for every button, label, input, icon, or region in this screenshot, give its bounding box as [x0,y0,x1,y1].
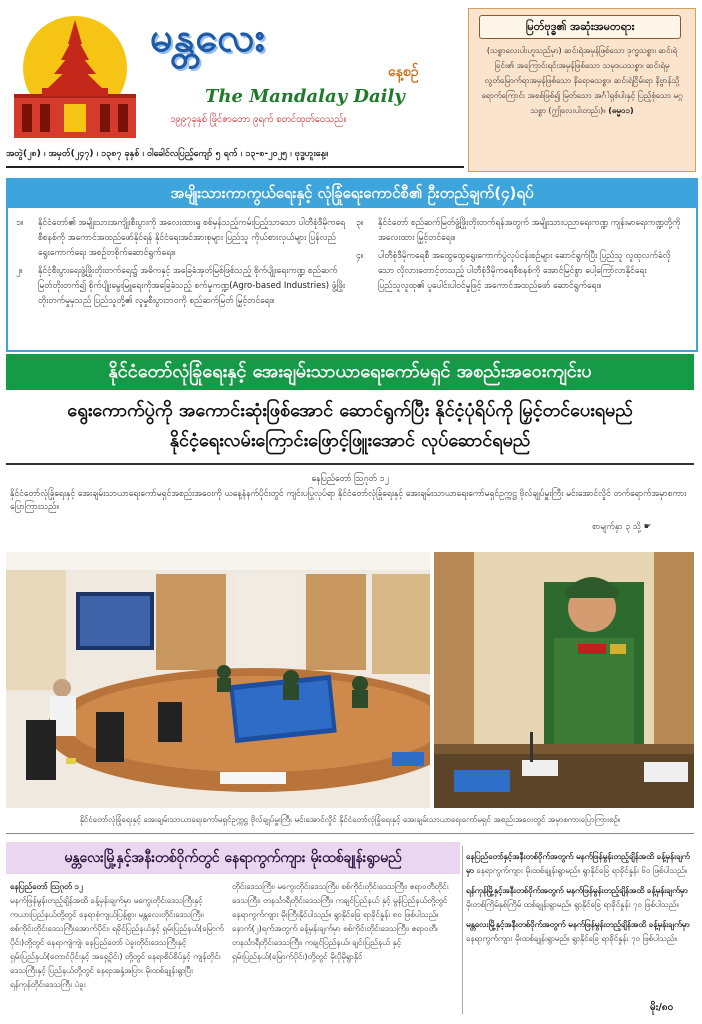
weather-story-title-box [6,842,460,874]
forecast-text: နေရာကွက်ကျား မိုးထစ်ချုန်းရွာမည်။ ရွာနိုင်ခြေ ရာခိုင်နှုန်း ၆၀ ဖြစ်ပါသည်။ [476,866,688,875]
story-column-left [10,880,224,992]
objectives-heading: အမျိုးသားကာကွယ်ရေးနှင့် လုံခြုံရေးကောင်စီ၏ ဦးတည်ချက်(၄)ရပ် [6,178,698,208]
dhamma-notice-box [468,8,696,172]
masthead-english-title: The Mandalay Daily [205,86,405,107]
headline-band: နိုင်ငံတော်လုံခြုံရေးနှင့် အေးချမ်းသာယာရေးကော်မရှင် အစည်းအဝေးကျင်းပ [6,354,694,390]
objectives-right-column [356,216,686,297]
objective-number: ၄။ [356,251,364,261]
weather-story-title: မန္တလေးမြို့နှင့်အနီးတစ်ဝိုက်တွင် နေရာကွက်ကျား မိုးထစ်ချုန်းရွာမည် [64,850,402,866]
founding-line: ၁၉၉၇ခုနှစ် ဖြိုင်ဇာတော ၉ရက် စတင်ထုတ်ဝေသည်။ [170,114,347,125]
objective-text: ပါတီစုံဒီမိုကရေစီ အထွေထွေရွေးကောက်ပွဲလုပ်ငန်းစဉ်များ ဆောင်ရွက်ပြီး ပြည်သူ လူထုလက်ခံလိုသော လိုလားတောင့်တသည့် ပါတီစုံဒီမိုကရေစီစနစ်ကို အောင်မြင်စွာ ပေါ့ကြော်လာနိုင်ရေး ပြည်သူလူထု၏ ပူပေါင်းပါဝင်မှုဖြင့် အကောင်အထည်ဖော် ဆောင်ရွက်ရေး။ [378,251,671,291]
headline-line-1: ရွေးကောက်ပွဲကို အကောင်းဆုံးဖြစ်အောင် ဆောင်ရွက်ပြီး နိုင်ငံ့ပုံရိပ်ကို မြှင့်တင်ပေးရမည် [67,400,633,421]
objective-text: နိုင်ငံတော် စည်ဆက်မြတ်ဖွံ့ဖြိုးတိုးတက်ရန်အတွက် အမျိုးသားပညာရေးကဏ္ဍ ကျန်းမာရေးကဏ္ဍတို့ကို အလေးထား မြှင့်တင်ရေး။ [378,218,681,243]
story-column-middle: တိုင်းဒေသကြီး၊ မကွေးတိုင်းဒေသကြီး၊ စစ်ကိုင်းတိုင်းဒေသကြီး၊ ဧရာဝတီတိုင်းဒေသကြီး၊ တနင်္သာရီတိုင်းဒေသကြီး၊ ကချင်ပြည်နယ် နှင့် မွန်ပြည်နယ်တို့တွင် နေရာကွက်ကျား မိုးကြီးနိုင်ပါသည်။ ရွာနိုင်ခြေ ရာခိုင်နှုန်း ၈၀ ဖြစ်ပါသည်။ နောက်(၂)ရက်အတွက် ခန့်မှန်းချက်မှာ စစ်ကိုင်းတိုင်းဒေသကြီး၊ ဧရာဝတီ၊ တနင်္သာရီတိုင်းဒေသကြီး၊ ကချင်ပြည်နယ်၊ ချင်းပြည်နယ် နှင့် ရှမ်းပြည်နယ်(မြောက်ပိုင်း)တို့တွင် မိုးပိုမိုရွာနိုင် [232,882,449,961]
photo-caption: နိုင်ငံတော်လုံခြုံရေးနှင့် အေးချမ်းသာယာရေးကော်မရှင်ဥက္ကဋ္ဌ ဗိုလ်ချုပ်မှူးကြီး မင်းအောင်လှိုင် နိုင်ငံတော်လုံခြုံရေးနှင့် အေးချမ်းသာယာရေးကော်မရှင် အစည်းအဝေးတွင် အမှာစကားပြောကြားစဉ်။ [79,815,621,824]
masthead-title: မန္တလေး [150,15,266,61]
objective-item [356,216,686,246]
forecast-keyword: မန္တလေးမြို့နှင့်အနီးတစ်ဝိုက်အတွက် မနက်ဖြန်မွန်းတည့်ချိန်အထိ ခန့်မှန်းချက်မှာ [466,920,690,929]
objective-number: ၂။ [16,266,23,276]
objective-item [16,264,346,309]
forecast-text: မိုးတစ်ကြိမ်နှစ်ကြိမ် ထစ်ချုန်းရွာမည်။ ရွာနိုင်ခြေ ရာခိုင်နှုန်း ၇၀ ဖြစ်ပါသည်။ [466,900,679,909]
notice-body [479,43,685,118]
headline-rule [6,463,694,465]
forecast-keyword: ရန်ကုန်မြို့နှင့်အနီးတစ်ဝိုက်အတွက် မနက်ဖြန်မွန်းတည့်ချိန်အထိ ခန့်မှန်းချက်မှာ [466,886,688,895]
objective-item [356,249,686,294]
masthead-rule [6,166,464,168]
lead-dateline: နေပြည်တော် ဩဂုတ် ၁၂ [311,474,389,484]
notice-source: (ဓမ္မ၀၁) [608,106,634,115]
forecast-item [466,850,694,878]
story-dateline: နေပြည်တော် ဩဂုတ် ၁၂ [10,882,83,891]
objective-text: နိုင်ငံတော်၏ အမျိုးသားအကျိုးစီးပွားကို အလေးထားရှု စစ်မှန်သည့်ကမ်းပြည့်သာသော ပါတီစုံဒီမိုကရေစီစနစ်ကို အကောင်အထည်ဖော်နိုင်ရန် နိုင်ငံရေးအင်အားစုများ ပြည်သူ ကိုယ်စားလှယ်များ ပြန်လည်ရွေးကောက်ရေး အစဉ်တစိုက်ဆောင်ရွက်ရေး။ [38,218,345,258]
forecast-text: နေရာကွက်ကျား မိုးထစ်ချုန်းရွာမည်။ ရွာနိုင်ခြေ ရာခိုင်နှုန်း ၇၀ ဖြစ်ပါသည်။ [466,934,677,943]
story-left-text: မနက်ဖြန်မွန်းတည့်ချိန်အထိ ခန့်မှန်းချက်မှာ မကွေးတိုင်းဒေသကြီးနှင့် ကယားပြည်နယ်တို့တွင် နေရာစုံကျယ်ပြန့်စွာ၊ မန္တလေးတိုင်းဒေသကြီး၊ စစ်ကိုင်းတိုင်းဒေသကြီးအောက်ပိုင်း၊ ရခိုင်ပြည်နယ်နှင့် ရှမ်းပြည်နယ်(မြောက်ပိုင်း)တို့တွင် နေရာကျဲကျဲ၊ နေပြည်တော် ပဲခူးတိုင်းဒေသကြီးနှင့် ရှမ်းပြည်နယ်(တောင်ပိုင်းနှင့် အရှေ့ပိုင်း) တို့တွင် နေရာစိပ်စိပ်နှင့် ကျန်တိုင်းဒေသကြီးနှင့် ပြည်နယ်တို့တွင် နေရာအနှံ့အပြား မိုးထစ်ချုန်းရွာပြီး ရန်ကုန်တိုင်းဒေသကြီး ပဲခူး [10,896,224,989]
masthead-suffix: နေ့စဉ် [388,64,419,80]
lead-paragraph: နိုင်ငံတော်လုံခြုံရေးနှင့် အေးချမ်းသာယာရေးကော်မရှင်အစည်းအဝေးကို ယနေ့နံနက်ပိုင်းတွင် ကျင်းပပြုလုပ်ရာ နိုင်ငံတော်လုံခြုံရေးနှင့် အေးချမ်းသာယာရေးကော်မရှင်ဥက္ကဋ္ဌ ဗိုလ်ချုပ်မှူးကြီး မင်းအောင်လှိုင် တက်ရောက်အမှာစကား ပြောကြားသည်။ [10,489,687,512]
objective-number: ၃။ [356,218,364,228]
issue-dateline: အတွဲ(၂၈) ၊ အမှတ်(၂၄၇) ၊ ၁၃၈၇ ခုနှစ် ၊ ဝါခေါင်လပြည့်ကျော် ၅ ရက် ၊ ၁၃-၈-၂၀၂၅ ၊ ဗုဒ္ဓဟူးနေ့။ [6,149,329,159]
caption-rule [6,833,694,834]
story-column-right [466,850,694,946]
objective-number: ၁။ [16,218,24,228]
objective-item [16,216,346,261]
forecast-item [466,918,694,946]
objective-text: နိုင်ငံ့စီးပွားရေးဖွံ့ဖြိုးတိုးတက်ရေး၌ အဓိကနှင့် အခြေခံအုတ်မြစ်ဖြစ်သည့် စိုက်ပျိုးရေးကဏ္ဍ စည်ဆက်မြတ်တိုးတက်၍ စိုက်ပျိုးမွေးမြူရေးကိုအခြေခံသည့် စက်မှုကဏ္ဍ(Agro-based Industries) ဖွံ့ဖြိုးတိုးတက်မှုမှသည် ပြည်သူတို့၏ လူမှုစီးပွားဘဝကို စည်ဆက်မြတ် မြှင့်တင်ရေး။ [38,266,346,306]
notice-text: (သစ္စာလေးပါးဟူသည်မှာ) ဆင်းရဲအမှန်ဖြစ်သော ဒုက္ခသစ္စာ၊ ဆင်းရဲခြင်း၏ အကြောင်းရင်းအမှန်ဖြစ်သော သမုဒယသစ္စာ၊ ဆင်းရဲမှ လွတ်မြောက်ရာအမှန်ဖြစ်သော နိရောဓသစ္စာ၊ ဆင်းရဲငြိမ်းရာ နိဗ္ဗာန်သို့ရောက်ကြောင်း အစစ်ဖြစ်၍ မြတ်သော အင်္ဂါရှစ်ပါးနှင့် ပြည့်စုံသော မဂ္ဂသစ္စာ (ဤလေးပါးတည်း)။ [481,46,683,115]
headline-line-2: နိုင်ငံ့ရေးလမ်းကြောင်းဖြောင့်ဖြူးအောင် လုပ်ဆောင်ရမည် [169,430,531,451]
notice-heading: မြတ်ဗုဒ္ဓ၏ အဆုံးအမတရား [479,15,681,39]
column-divider [462,846,463,1014]
forecast-item [466,884,694,912]
meeting-room-photo [6,552,430,808]
commander-speaking-photo [434,552,694,808]
newspaper-logo [6,8,144,142]
story-continuation[interactable]: မိုး/၈၀ [650,1002,674,1013]
objectives-left-column [16,216,346,312]
objectives-box [6,178,698,352]
forecast-keyword: နေပြည်တော်နှင့်အနီးတစ်ဝိုက်အတွက် မနက်ဖြန်မွန်းတည့်ချိန်အထိ ခန့်မှန်းချက်မှာ [466,852,690,875]
continue-link[interactable]: စာမျက်နှာ ၃ သို့ ☛ [592,522,652,532]
